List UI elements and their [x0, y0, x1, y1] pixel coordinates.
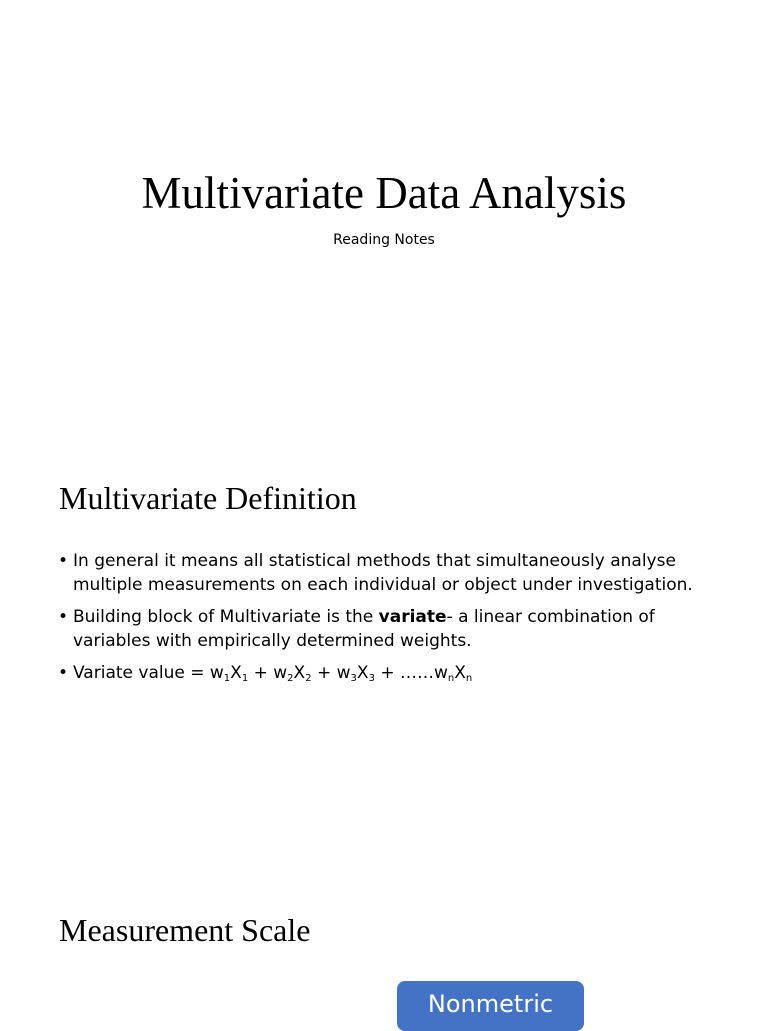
bullet-item [58, 605, 718, 653]
nonmetric-box: Nonmetric [397, 981, 584, 1031]
bullet-text: In general it means all statistical methods that simultaneously analyse multiple measurements on each individual or object under investigation. [73, 551, 693, 595]
title-slide [0, 0, 768, 432]
bullet-text: Building block of Multivariate is the [73, 607, 379, 627]
presentation-title: Multivariate Data Analysis [141, 168, 627, 218]
bullet-dot-icon: • [58, 663, 69, 683]
bullet-list [58, 549, 718, 693]
slide-title: Multivariate Definition [59, 480, 357, 516]
bullet-text: - a linear combination of variables with empirically determined weights. [73, 607, 655, 651]
bullet-dot-icon: • [58, 607, 69, 627]
slide-title: Measurement Scale [59, 912, 311, 948]
bullet-dot-icon: • [58, 551, 69, 571]
measurement-slide [0, 864, 768, 1024]
definition-slide [0, 432, 768, 864]
bullet-item [58, 549, 718, 597]
presentation-subtitle: Reading Notes [333, 232, 435, 248]
formula: Variate value = $w_1X_1 + w_2X_2 + w_3X_3$ + $\dots\dots w_nX_n$ [73, 663, 473, 684]
bullet-item-formula [58, 661, 718, 685]
bullet-emphasis: variate [378, 607, 447, 627]
